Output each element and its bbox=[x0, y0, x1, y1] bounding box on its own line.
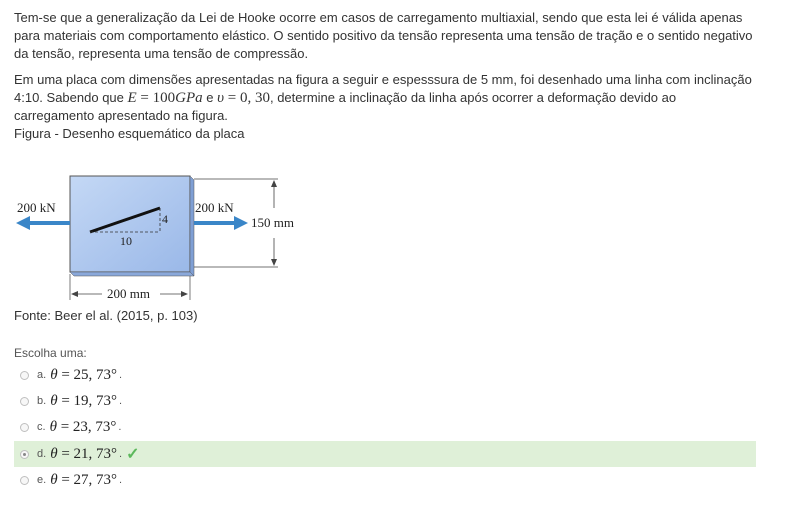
answer-option-b[interactable] bbox=[14, 388, 756, 414]
theta-symbol: θ bbox=[50, 366, 58, 383]
option-letter: c. bbox=[37, 421, 46, 433]
radio-button[interactable] bbox=[20, 476, 29, 485]
answer-option-c[interactable] bbox=[14, 414, 756, 440]
height-label: 150 mm bbox=[251, 215, 294, 230]
option-letter: e. bbox=[37, 474, 47, 486]
option-letter: d. bbox=[37, 448, 47, 460]
option-dot: . bbox=[119, 474, 123, 486]
option-letter: b. bbox=[37, 395, 47, 407]
answer-option-a[interactable] bbox=[14, 362, 756, 388]
poisson-ratio bbox=[217, 90, 270, 106]
plate-diagram bbox=[14, 170, 314, 306]
radio-button[interactable] bbox=[20, 397, 29, 406]
equals-sign: = bbox=[136, 90, 153, 106]
e-unit: GPa bbox=[175, 90, 203, 106]
answer-option-e[interactable] bbox=[14, 467, 756, 493]
option-dot: . bbox=[119, 448, 123, 460]
equals-sign: = bbox=[224, 90, 240, 106]
figure-source: Fonte: Beer el al. (2015, p. 103) bbox=[14, 308, 198, 323]
option-value: θ = 25, 73° bbox=[50, 366, 118, 383]
option-dot: . bbox=[119, 369, 123, 381]
theta-symbol: θ bbox=[50, 445, 58, 462]
radio-button[interactable] bbox=[20, 423, 29, 432]
option-number: 27, 73° bbox=[73, 471, 118, 488]
e-value: 100 bbox=[152, 90, 176, 106]
plate bbox=[70, 176, 194, 276]
right-force-arrow bbox=[194, 216, 248, 230]
question-paragraph-1: Tem-se que a generalização da Lei de Hooke ocorre em casos de carregamento multiaxial, sendo que esta lei é válida apenas para materiais com comportamento elástico. O sentido positivo da tensão representa uma tensão de tração e o sentido negativo da tensão, representa uma tensão de compressão. bbox=[14, 10, 753, 61]
option-number: 19, 73° bbox=[73, 392, 118, 409]
v-symbol: υ bbox=[217, 90, 224, 106]
option-value: θ = 21, 73° bbox=[50, 445, 118, 462]
option-dot: . bbox=[119, 395, 123, 407]
v-value: 0, 30 bbox=[239, 90, 270, 106]
elastic-modulus bbox=[128, 90, 203, 106]
radio-button-selected[interactable] bbox=[20, 450, 29, 459]
left-force-arrow bbox=[16, 216, 70, 230]
radio-button[interactable] bbox=[20, 371, 29, 380]
option-number: 21, 73° bbox=[73, 445, 118, 462]
and-text: e bbox=[202, 90, 218, 105]
theta-symbol: θ bbox=[50, 471, 58, 488]
option-value: θ = 27, 73° bbox=[50, 471, 118, 488]
option-dot: . bbox=[118, 421, 122, 433]
option-letter: a. bbox=[37, 369, 47, 381]
answer-option-d[interactable] bbox=[14, 441, 756, 467]
slope-rise-label: 4 bbox=[162, 212, 168, 226]
figure-caption: Figura - Desenho esquemático da placa bbox=[14, 126, 245, 141]
paragraph-2-text-a: Em uma placa com dimensões apresentadas na figura a seguir e espesssura de 5 mm, foi desenhado uma linha com inclinação 4:10. Sabendo que bbox=[14, 72, 752, 105]
left-force-label: 200 kN bbox=[17, 200, 56, 215]
checkmark-icon: ✓ bbox=[126, 446, 140, 463]
option-value: θ = 23, 73° bbox=[49, 418, 117, 435]
theta-symbol: θ bbox=[50, 392, 58, 409]
question-paragraph-2 bbox=[14, 71, 759, 125]
paragraph-2-text-b: , determine a inclinação da linha após ocorrer a deformação devido ao carregamento apresentado na figura. bbox=[14, 90, 677, 123]
theta-symbol: θ bbox=[49, 418, 57, 435]
answer-prompt: Escolha uma: bbox=[14, 346, 87, 360]
e-symbol: E bbox=[127, 90, 137, 106]
option-value: θ = 19, 73° bbox=[50, 392, 118, 409]
right-force-label: 200 kN bbox=[195, 200, 234, 215]
width-label: 200 mm bbox=[107, 286, 150, 301]
option-number: 23, 73° bbox=[72, 418, 117, 435]
option-number: 25, 73° bbox=[73, 366, 118, 383]
slope-run-label: 10 bbox=[120, 234, 132, 248]
